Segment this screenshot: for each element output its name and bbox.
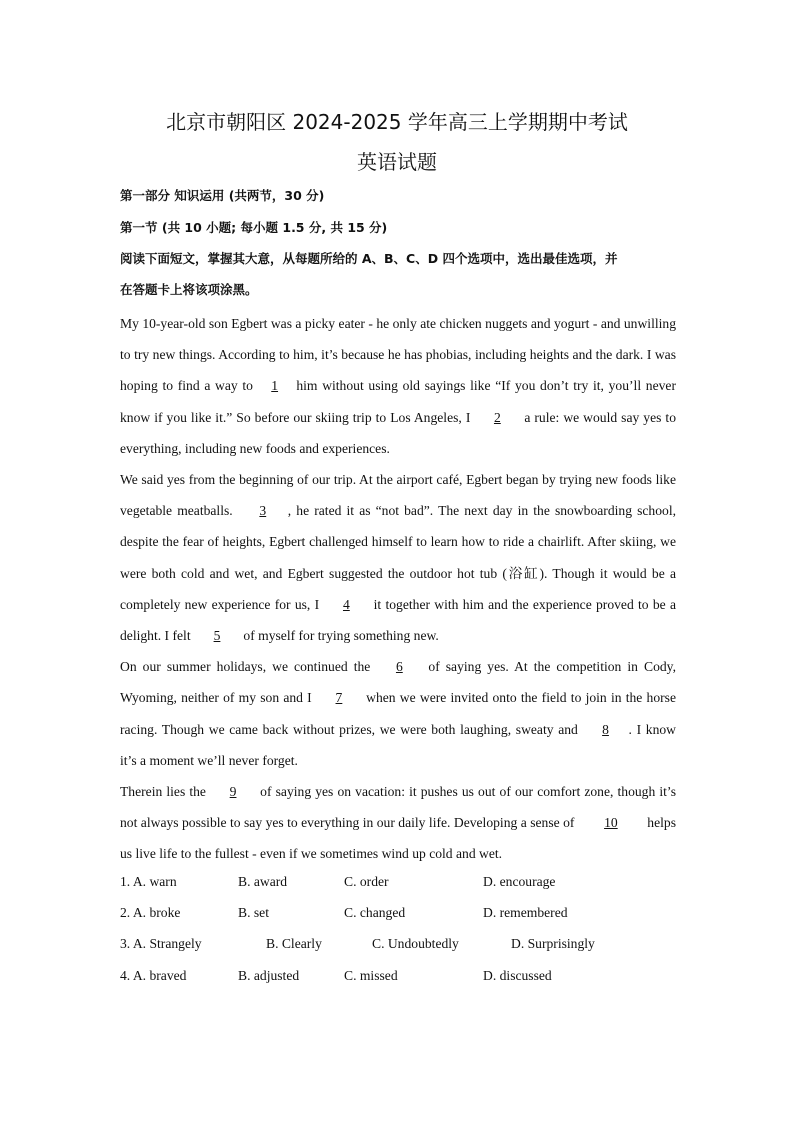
- text: My 10-year-old son Egbert was a picky eater - he only ate chicken nuggets and yogurt - and unwilling to try new things. According to him, it’s because he has phobias, including heights and the dark. I was hoping to find a way to: [120, 316, 676, 394]
- paragraph-1: [120, 308, 676, 464]
- option-d: D. remembered: [483, 905, 568, 921]
- text: , he rated it as “not bad”. The next day in the snowboarding school, despite the fear of heights, Egbert challenged himself to learn how to ride a chairlift. After skiing, we were both cold and wet, and Egbert suggested the outdoor hot tub (浴缸). Though it would be a completely new experience for us, I: [120, 503, 676, 612]
- option-d: D. discussed: [483, 967, 552, 983]
- text: when we were invited onto the field to join in the horse racing. Though we came back without prizes, we were both laughing, sweaty and: [120, 690, 677, 737]
- blank-3: 3: [259, 503, 267, 519]
- text: Therein lies the: [120, 784, 211, 800]
- passage: [120, 308, 676, 870]
- blank-9: 9: [229, 784, 237, 800]
- option-row-2: [120, 901, 676, 932]
- instruction-line-1: 阅读下面短文，掌握其大意，从每题所给的 A、B、C、D 四个选项中，选出最佳选项，并: [120, 251, 618, 266]
- blank-7: 7: [335, 690, 343, 706]
- option-d: D. Surprisingly: [511, 936, 595, 952]
- exam-title: 北京市朝阳区 2024-2025 学年高三上学期期中考试: [166, 110, 628, 134]
- text: of saying yes. At the competition in Cody, Wyoming, neither of my son and I: [120, 659, 676, 706]
- blank-8: 8: [602, 721, 609, 737]
- option-c: C. changed: [344, 905, 406, 921]
- option-b: B. Clearly: [266, 936, 322, 952]
- text: a rule: we would say yes to everything, including new foods and experiences.: [120, 409, 676, 456]
- blank-4: 4: [342, 596, 350, 612]
- blank-1: 1: [271, 378, 279, 394]
- text: it together with him and the experience proved to be a delight. I felt: [120, 596, 676, 644]
- option-a: 1. A. warn: [120, 874, 177, 889]
- text: him without using old sayings like “If you don’t try it, you’ll never know if you like it.” So before our skiing trip to Los Angeles, I: [120, 378, 676, 425]
- blank-10: 10: [604, 815, 618, 831]
- blank-2: 2: [493, 409, 501, 425]
- paragraph-4: [120, 776, 676, 870]
- option-b: B. adjusted: [238, 967, 300, 983]
- option-row-4: [120, 964, 676, 995]
- subsection-heading: 第一节 (共 10 小题; 每小题 1.5 分, 共 15 分): [120, 220, 388, 235]
- option-c: C. missed: [344, 967, 398, 983]
- text: of myself for trying something new.: [240, 628, 439, 644]
- options-list: [120, 870, 676, 995]
- text: On our summer holidays, we continued the: [120, 659, 377, 675]
- blank-5: 5: [213, 628, 221, 644]
- option-row-1: [120, 870, 676, 901]
- text: of saying yes on vacation: it pushes us out of our comfort zone, though it’s not always possible to say yes to everything in our daily life. Developing a sense of: [120, 784, 676, 831]
- instruction-line-2: 在答题卡上将该项涂黑。: [120, 282, 258, 297]
- option-b: B. set: [238, 905, 269, 921]
- section-heading: 第一部分 知识运用 (共两节，30 分): [120, 188, 325, 203]
- paragraph-2: [120, 464, 676, 651]
- option-d: D. encourage: [483, 874, 556, 889]
- option-row-3: [120, 932, 676, 963]
- option-c: C. order: [344, 874, 389, 889]
- option-a: 3. A. Strangely: [120, 936, 202, 952]
- text: We said yes from the beginning of our trip. At the airport café, Egbert began by trying new foods like vegetable meatballs.: [120, 472, 676, 519]
- option-c: C. Undoubtedly: [372, 936, 459, 952]
- paragraph-3: [120, 651, 676, 776]
- exam-subtitle: 英语试题: [357, 150, 437, 174]
- option-a: 2. A. broke: [120, 905, 181, 921]
- blank-6: 6: [395, 659, 403, 675]
- text: helps us live life to the fullest - even if we sometimes wind up cold and wet.: [120, 815, 676, 862]
- option-b: B. award: [238, 874, 288, 889]
- text: . I know it’s a moment we’ll never forget.: [120, 721, 676, 768]
- option-a: 4. A. braved: [120, 967, 187, 983]
